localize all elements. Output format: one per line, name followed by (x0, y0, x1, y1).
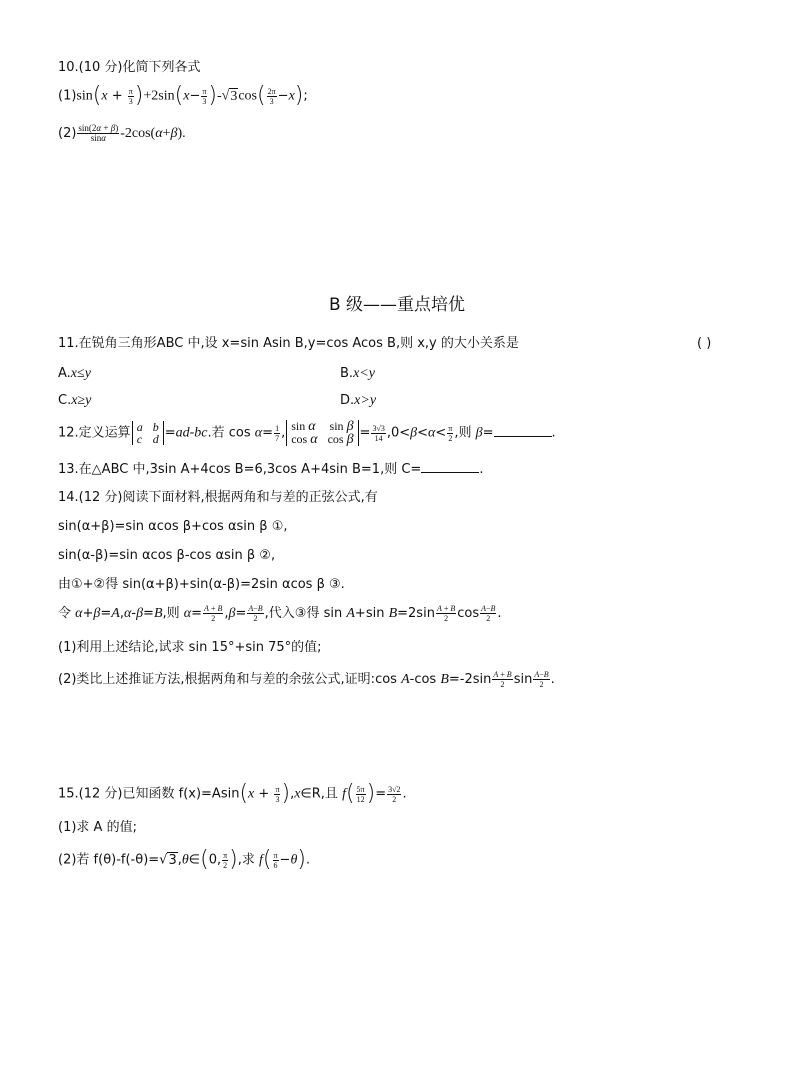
q14-title: 14.(12 分)阅读下面材料,根据两角和与差的正弦公式,有 (58, 490, 378, 505)
q11-option-b[interactable]: B.x<y (340, 366, 375, 381)
q10-part1: (1)sin(x + $\frac{\pi}{3}$ )+2sin(x− $\frac{\pi}{3}$ )-√3cos( $\frac{2\pi}{3}$ −x); (58, 83, 308, 108)
q14-part2-text: (2)类比上述推证方法,根据两角和与差的余弦公式,证明: (58, 672, 376, 687)
q14-substitution: 令 α+β=A,α-β=B,则 α= $\frac{A + B}{2}$ ,β= $\frac{A-B}{2}$ ,代入③得 sin A+sin B=2sin $\frac{A + B}{2}$ cos $\frac{A-B}{2}$ . (58, 604, 502, 623)
q13-text: 13.在△ABC 中,3sin A+4cos B=6,3cos A+4sin B=1,则 C= (58, 462, 422, 477)
q12-determinant-def: a b c d (132, 421, 164, 445)
q12-answer-blank[interactable] (494, 424, 552, 437)
q11-option-d[interactable]: D.x>y (340, 393, 377, 408)
q10-part2: (2) $\frac{\sin(2\alpha + \beta)}{\sin\alpha}$ -2cos(α+β). (58, 123, 186, 143)
q14-part1: (1)利用上述结论,试求 sin 15°+sin 75°的值; (58, 640, 322, 655)
q12-label: 12.定义运算 (58, 425, 131, 441)
q12-determinant-value: sin α sin β cos α cos β (286, 420, 358, 446)
q14-formula-3: 由①+②得 sin(α+β)+sin(α-β)=2sin αcos β ③. (58, 577, 345, 592)
q15-title: 15.(12 分)已知函数 f(x)=Asin(x + $\frac{\pi}{3}$ ),x∈R,且 f( $\frac{5\pi}{12}$ )= $\frac{3√2}{2}$ . (58, 781, 407, 806)
q14-formula-2: sin(α-β)=sin αcos β-cos αsin β ②, (58, 548, 276, 563)
q10-title: 10.(10 分)化简下列各式 (58, 60, 201, 75)
q14-formula-1: sin(α+β)=sin αcos β+cos αsin β ①, (58, 519, 288, 534)
q11-stem: 11.在锐角三角形ABC 中,设 x=sin Asin B,y=cos Acos B,则 x,y 的大小关系是 (58, 336, 519, 351)
q13: 13.在△ABC 中,3sin A+4cos B=6,3cos A+4sin B=1,则 C= . (58, 462, 484, 477)
q11-option-a[interactable]: A.x≤y (58, 366, 91, 381)
q14-part2: (2)类比上述推证方法,根据两角和与差的余弦公式,证明:cos A-cos B=-2sin $\frac{A + B}{2}$ sin $\frac{A-B}{2}$ . (58, 670, 555, 689)
q15-part2-text: (2)若 f(θ)-f(-θ)= (58, 852, 160, 868)
q11-option-c[interactable]: C.x≥y (58, 393, 92, 408)
q15-part1: (1)求 A 的值; (58, 820, 137, 835)
q15-title-text: 15.(12 分)已知函数 f(x)=Asin (58, 786, 240, 802)
section-b-heading: B 级——重点培优 (328, 295, 466, 315)
q12: 12.定义运算 a b c d =ad-bc.若 cos α= $\frac{1}{7}$ , sin α sin β cos α cos β = $\frac{3√3}{14}$ ,0<β<α< $\frac{\pi}{2}$ ,则 β= . (58, 419, 556, 447)
q10-part1-label: (1) (58, 88, 77, 104)
q10-part2-label: (2) (58, 126, 77, 141)
q11-answer-bracket: ( ) (697, 336, 712, 351)
q15-part2: (2)若 f(θ)-f(-θ)=√3,θ∈(0, $\frac{\pi}{2}$ ),求 f( $\frac{\pi}{6}$ −θ). (58, 847, 311, 872)
q13-answer-blank[interactable] (421, 460, 479, 473)
